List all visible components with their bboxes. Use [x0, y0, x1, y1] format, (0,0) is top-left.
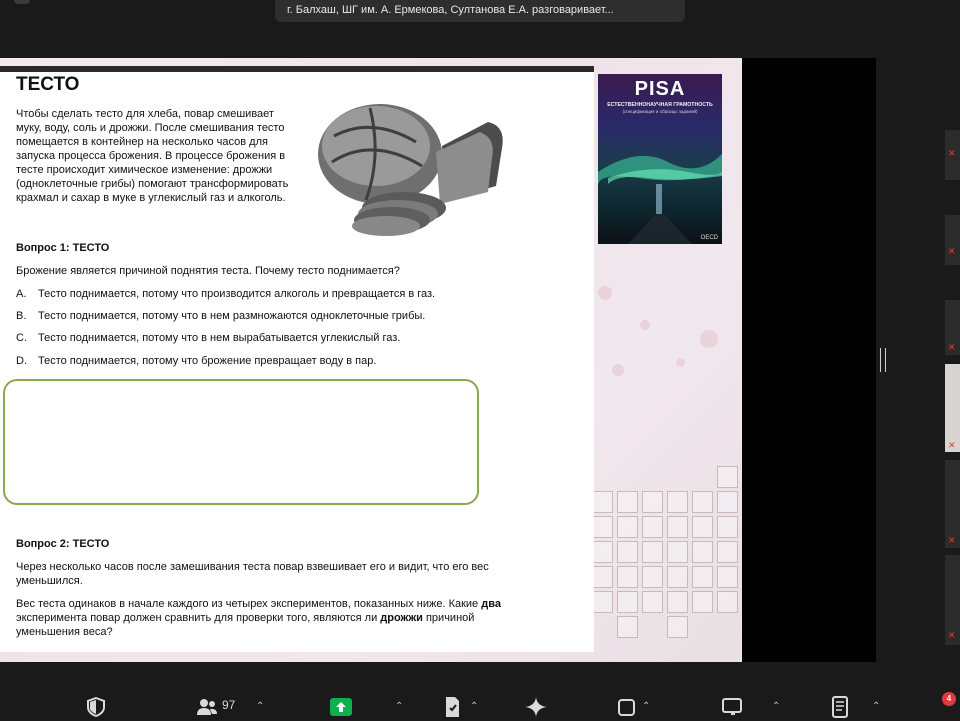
periodic-cell [692, 541, 713, 563]
periodic-cell [592, 566, 613, 588]
muted-mic-icon: ✕ [948, 246, 956, 256]
option-letter: A. [16, 288, 27, 300]
muted-mic-icon: ✕ [948, 535, 956, 545]
notes-icon[interactable] [443, 696, 461, 718]
periodic-cell [592, 516, 613, 538]
q2-prompt-part: причиной уменьшения веса? [16, 612, 475, 638]
pisa-subtitle: ЕСТЕСТВЕННОНАУЧНАЯ ГРАМОТНОСТЬ [607, 102, 713, 108]
chevron-up-icon[interactable]: ⌃ [642, 701, 651, 712]
molecule-decoration [598, 286, 612, 300]
oecd-logo: OECD [700, 235, 718, 241]
question1-text: Брожение является причиной поднятия теста. Почему тесто поднимается? [16, 265, 400, 277]
periodic-cell [592, 491, 613, 513]
muted-mic-icon: ✕ [948, 630, 956, 640]
share-screen-button[interactable] [330, 698, 352, 716]
periodic-cell [642, 591, 663, 613]
option-b[interactable] [16, 310, 425, 322]
periodic-cell [717, 591, 738, 613]
periodic-cell [667, 541, 688, 563]
molecule-decoration [676, 358, 685, 367]
periodic-cell [717, 541, 738, 563]
aurora-graphic [598, 74, 722, 244]
pisa-title: PISA [634, 78, 686, 100]
participants-count: 97 [222, 698, 236, 712]
periodic-cell [667, 616, 688, 638]
header-rule [0, 66, 594, 72]
option-letter: C. [16, 332, 27, 344]
periodic-cell [717, 566, 738, 588]
q2-prompt-part: Вес теста одинаков в начале каждого из четырех экспериментов, показанных ниже. Какие [16, 598, 482, 610]
chevron-up-icon[interactable]: ⌃ [872, 701, 881, 712]
molecule-decoration [612, 364, 624, 376]
chevron-up-icon[interactable]: ⌃ [470, 701, 479, 712]
option-letter: B. [16, 310, 27, 322]
periodic-cell [592, 541, 613, 563]
view-icon[interactable] [14, 0, 30, 4]
pisa-cover-image [598, 74, 722, 244]
molecule-decoration [700, 330, 718, 348]
periodic-cell [692, 491, 713, 513]
more-icon[interactable] [831, 696, 849, 718]
video-tile[interactable] [945, 364, 960, 452]
option-c[interactable] [16, 332, 400, 344]
question2-title: Вопрос 2: ТЕСТО [16, 538, 110, 550]
question2-text: Через несколько часов после замешивания теста повар взвешивает его и видит, что его вес уменьшился. [16, 561, 489, 587]
q2-emphasis-yeast: дрожжи [380, 612, 423, 624]
document-page [0, 66, 594, 652]
muted-mic-icon: ✕ [948, 342, 956, 352]
video-tile[interactable] [945, 215, 960, 265]
periodic-cell [617, 516, 638, 538]
periodic-cell [692, 566, 713, 588]
ai-companion-icon[interactable] [524, 696, 548, 718]
periodic-table-decoration [592, 466, 738, 662]
share-screen-icon [330, 698, 352, 716]
whiteboard-icon[interactable] [722, 697, 744, 717]
option-text: Тесто поднимается, потому что в нем вырабатывается углекислый газ. [38, 332, 401, 344]
option-text: Тесто поднимается, потому что брожение превращает воду в пар. [38, 355, 377, 367]
apps-icon[interactable] [618, 697, 636, 717]
periodic-cell [642, 566, 663, 588]
bread-image [312, 96, 508, 236]
option-d[interactable] [16, 355, 376, 367]
question1-title: Вопрос 1: ТЕСТО [16, 242, 110, 254]
periodic-cell [617, 491, 638, 513]
pisa-subtitle-2: (спецификация и образцы заданий) [622, 109, 698, 114]
periodic-cell [692, 591, 713, 613]
periodic-cell [717, 466, 738, 488]
active-speaker-banner: г. Балхаш, ШГ им. А. Ермекова, Султанова Е.А. разговаривает... [275, 0, 685, 22]
periodic-cell [617, 616, 638, 638]
periodic-cell [667, 516, 688, 538]
periodic-cell [617, 566, 638, 588]
muted-mic-icon: ✕ [948, 148, 956, 158]
option-text: Тесто поднимается, потому что производится алкоголь и превращается в газ. [38, 288, 436, 300]
option-letter: D. [16, 355, 27, 367]
top-bar [0, 0, 960, 58]
periodic-cell [642, 541, 663, 563]
periodic-cell [617, 541, 638, 563]
option-a[interactable] [16, 288, 435, 300]
q2-emphasis-two: два [481, 598, 501, 610]
periodic-cell [617, 591, 638, 613]
security-icon[interactable] [87, 697, 105, 717]
periodic-cell [667, 566, 688, 588]
periodic-cell [667, 591, 688, 613]
q2-prompt-part: эксперимента повар должен сравнить для проверки того, являются ли [16, 612, 381, 624]
chevron-up-icon[interactable]: ⌃ [772, 701, 781, 712]
option-text: Тесто поднимается, потому что в нем размножаются одноклеточные грибы. [38, 310, 426, 322]
chevron-up-icon[interactable]: ⌃ [395, 701, 404, 712]
periodic-cell [667, 491, 688, 513]
periodic-cell [592, 591, 613, 613]
answer-box[interactable] [3, 379, 479, 505]
periodic-cell [642, 491, 663, 513]
meeting-toolbar [0, 688, 960, 720]
splitter-handle[interactable] [880, 348, 886, 372]
periodic-cell [717, 516, 738, 538]
periodic-cell [692, 516, 713, 538]
page-title: ТЕСТО [16, 74, 80, 95]
notification-badge: 4 [942, 692, 956, 706]
molecule-decoration [640, 320, 650, 330]
muted-mic-icon: ✕ [948, 440, 956, 450]
intro-paragraph: Чтобы сделать тесто для хлеба, повар смешивает муку, воду, соль и дрожжи. После смешивания тесто помещается в контейнер на несколько часов для запуска процесса брожения. В процессе брожения в тесте происходит химическое изменение: дрожжи (одноклеточные грибы) помогают трансформировать крахмал и сахар в муке в углекислый газ и алкоголь. [16, 108, 289, 204]
periodic-cell [642, 516, 663, 538]
question2-prompt [16, 597, 536, 639]
participants-icon[interactable] [196, 698, 218, 716]
chevron-up-icon[interactable]: ⌃ [256, 701, 265, 712]
periodic-cell [717, 491, 738, 513]
